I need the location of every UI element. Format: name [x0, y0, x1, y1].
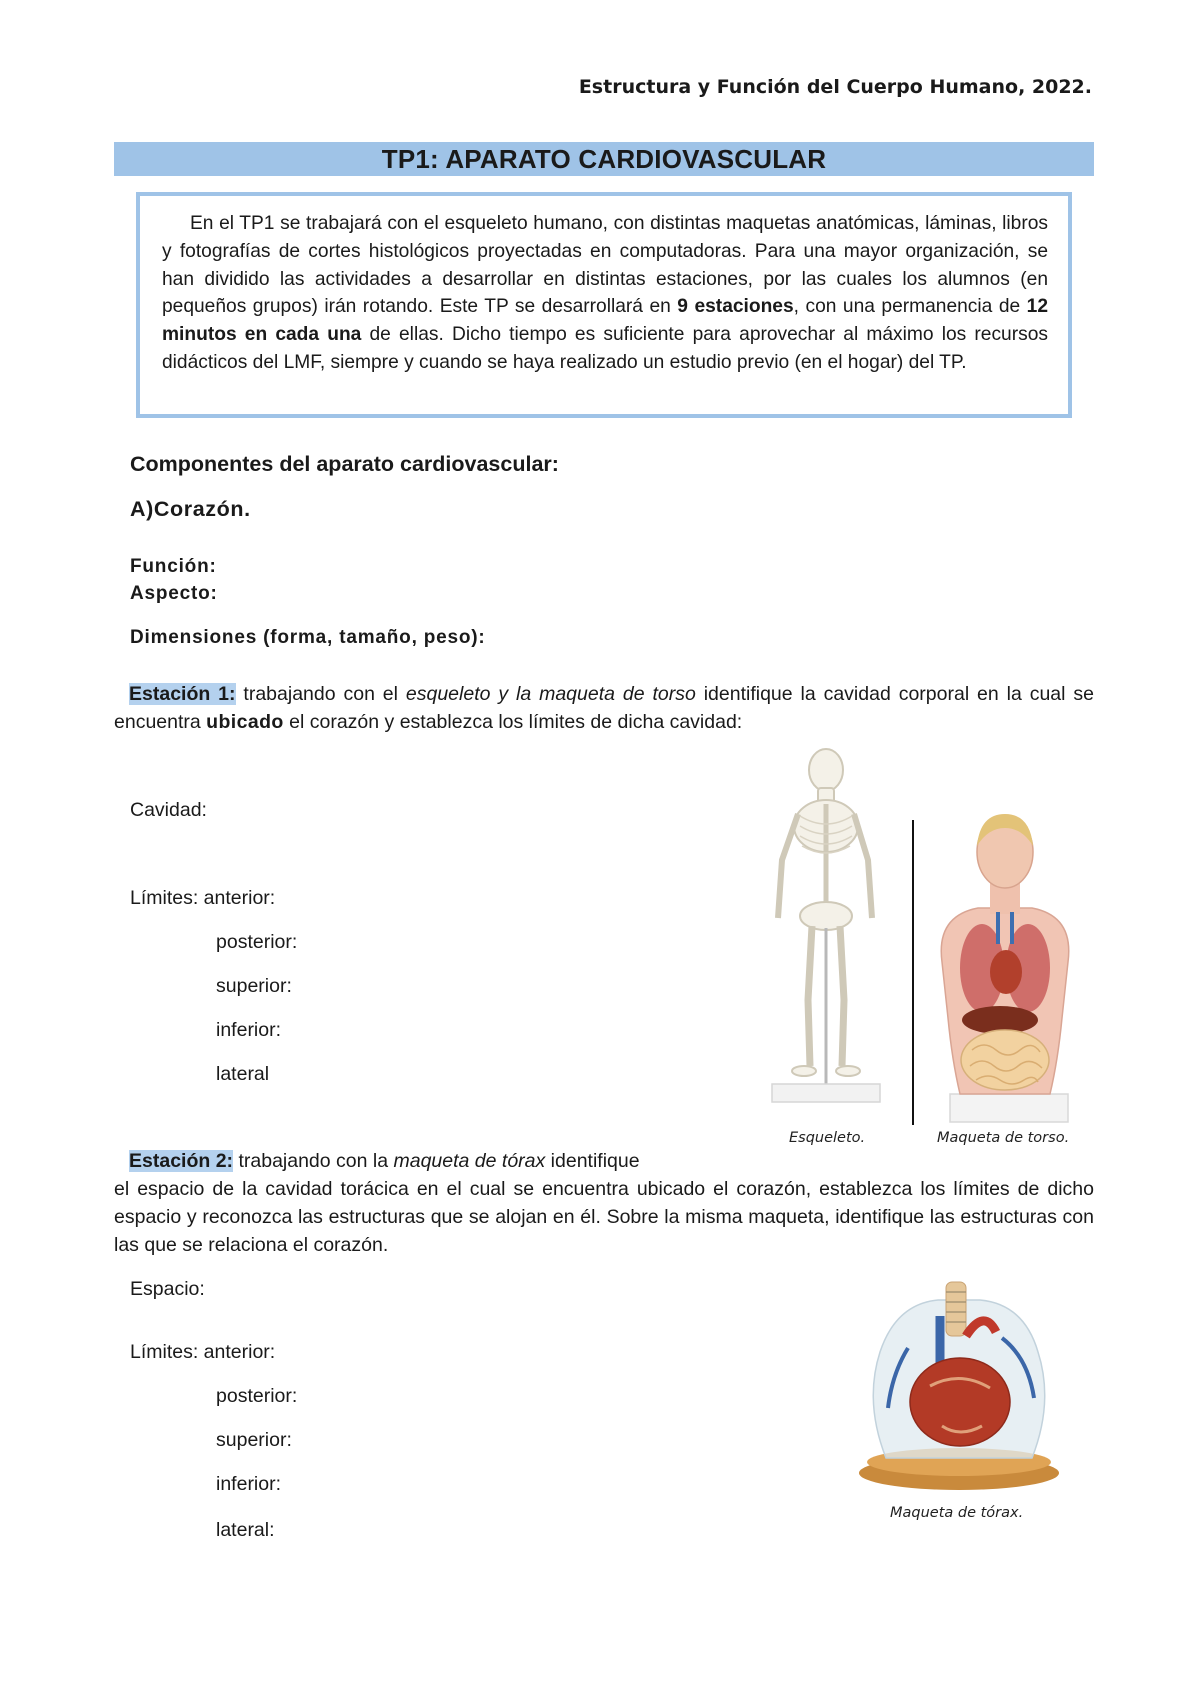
station-1-text-3: el corazón y establezca los límites de dicha cavidad:	[283, 711, 743, 733]
station-1-bold: ubicado	[206, 711, 284, 733]
torso-model-image	[930, 812, 1080, 1124]
limite-superior-label: superior:	[216, 975, 292, 997]
page-title: TP1: APARATO CARDIOVASCULAR	[114, 142, 1094, 176]
intro-paragraph	[162, 210, 1048, 377]
intro-text-3: de ellas. Dicho tiempo es suficiente para aprovechar al máximo los recursos didácticos del LMF, siempre y cuando se haya realizado un estudio previo (en el hogar) del TP.	[162, 324, 1048, 373]
aspecto-label: Aspecto:	[130, 583, 218, 604]
intro-bold-stations: 9 estaciones	[677, 296, 794, 318]
station-2-text-2: identifique	[545, 1150, 640, 1172]
funcion-label: Función:	[130, 556, 217, 577]
station-1-text-2: identifique la cavidad corporal en la cual se encuentra	[114, 683, 1094, 733]
intro-text-1: En el TP1 se trabajará con el esqueleto humano, con distintas maquetas anatómicas, láminas, libros y fotografías de cortes histológicos proyectadas en computadoras. Para una mayor organización, se han dividido las actividades a desarrollar en distintas estaciones, por las cuales los alumnos (en pequeños grupos) irán rotando. Este TP se desarrollará en	[162, 213, 1048, 318]
thorax-caption: Maqueta de tórax.	[890, 1505, 1024, 1521]
station-1-italic: esqueleto y la maqueta de torso	[405, 683, 696, 705]
intro-bold-minutes: 12 minutos en cada una	[162, 296, 1048, 346]
limite-lateral-label: lateral	[216, 1063, 270, 1085]
station-2-italic: maqueta de tórax	[393, 1150, 546, 1172]
figure-divider	[912, 820, 914, 1125]
limite2-posterior-label: posterior:	[216, 1385, 298, 1407]
station-2-text-1: trabajando con la	[233, 1150, 394, 1172]
dimensiones-label: Dimensiones (forma, tamaño, peso):	[130, 627, 486, 648]
station-2-text	[114, 1147, 1094, 1259]
limite-posterior-label: posterior:	[216, 931, 298, 953]
station-1-label: Estación 1:	[129, 683, 236, 705]
skeleton-caption: Esqueleto.	[789, 1130, 866, 1146]
station-2-label: Estación 2:	[129, 1150, 234, 1172]
torso-caption: Maqueta de torso.	[937, 1130, 1070, 1146]
section-a-heading: A)Corazón.	[130, 497, 251, 521]
limite-inferior-label: inferior:	[216, 1019, 282, 1041]
cavidad-label: Cavidad:	[130, 799, 207, 821]
limite2-inferior-label: inferior:	[216, 1473, 282, 1495]
limites2-anterior-label: Límites: anterior:	[130, 1341, 276, 1363]
limites-anterior-label: Límites: anterior:	[130, 887, 276, 909]
intro-text-2: , con una permanencia de	[793, 296, 1027, 318]
thorax-model-image	[856, 1278, 1062, 1498]
station-1-text	[114, 680, 1094, 736]
skeleton-image	[760, 748, 890, 1120]
espacio-label: Espacio:	[130, 1278, 205, 1300]
limite2-lateral-label: lateral:	[216, 1519, 275, 1541]
station-1-text-1: trabajando con el	[235, 683, 406, 705]
running-header: Estructura y Función del Cuerpo Humano, 2022.	[578, 76, 1092, 98]
station-2-first-line	[114, 1147, 1094, 1175]
limite2-superior-label: superior:	[216, 1429, 292, 1451]
station-2-text-3: el espacio de la cavidad torácica en el cual se encuentra ubicado el corazón, establezca los límites de dicho espacio y reconozca las estructuras que se alojan en él. Sobre la misma maqueta, identifique las estructuras con las que se relaciona el corazón.	[114, 1178, 1094, 1256]
components-heading: Componentes del aparato cardiovascular:	[130, 452, 559, 476]
intro-box	[136, 192, 1072, 418]
